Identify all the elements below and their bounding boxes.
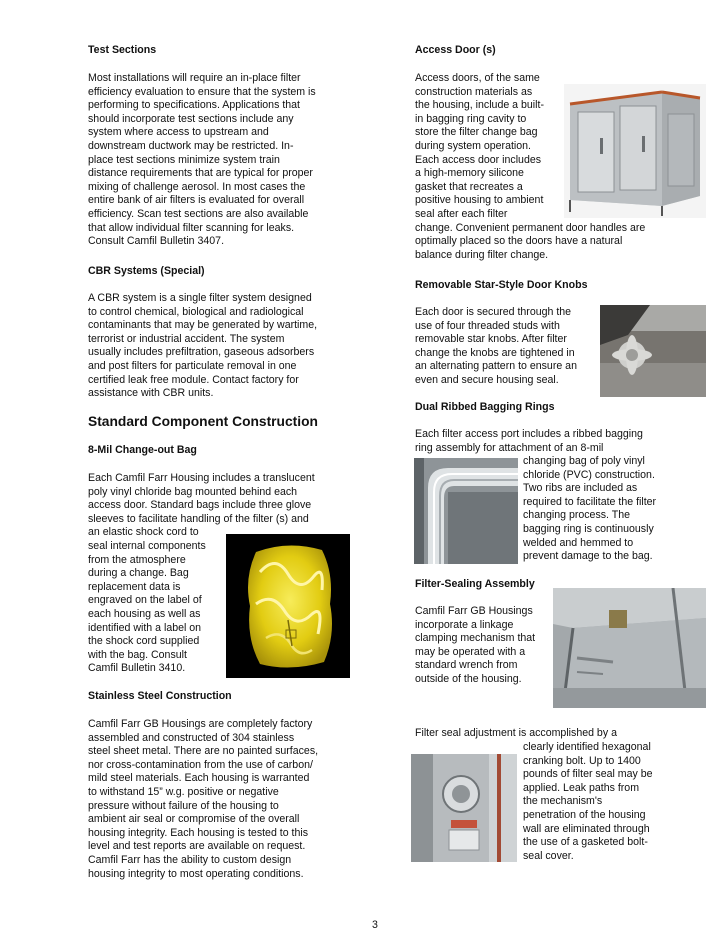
text-line: terrorist or industrial accident. The system <box>88 332 285 345</box>
heading-filter-sealing: Filter-Sealing Assembly <box>415 578 535 590</box>
text-line: standard wrench from <box>415 659 518 672</box>
text-line: the mechanism's <box>523 795 603 808</box>
text-line: identified with a label on <box>88 621 202 634</box>
text-line: Most installations will require an in-place filter <box>88 72 301 84</box>
cranking-bolt-photo <box>411 754 517 862</box>
text-line: bagging ring is continuously <box>523 523 654 535</box>
text-line: the housing, include a built- <box>415 99 544 112</box>
text-line: pressure without failure of the housing to <box>88 799 279 812</box>
text-line: Consult Camfil Bulletin 3407. <box>88 235 225 248</box>
text-line: assembled and constructed of 304 stainless <box>88 731 295 744</box>
text-line: Camfil Bulletin 3410. <box>88 662 186 675</box>
text-line: ring assembly for attachment of an 8-mil <box>415 441 604 454</box>
text-line: welded and hemmed to <box>523 536 634 549</box>
text-line: prevent damage to the bag. <box>523 550 653 563</box>
text-line: seal cover. <box>523 849 574 862</box>
heading-cbr-systems: CBR Systems (Special) <box>88 265 205 277</box>
text-line: and post filters for particulate removal in one <box>88 360 297 372</box>
heading-standard-construction: Standard Component Construction <box>88 414 318 429</box>
text-line: pounds of filter seal may be <box>523 768 653 781</box>
text-line: changing process. The <box>523 509 630 522</box>
text-line: usually includes prefiltration, gaseous adsorbers <box>88 346 315 359</box>
text-line: a high-memory silicone <box>415 167 524 180</box>
text-line: incorporate a linkage <box>415 618 514 631</box>
text-line: clamping mechanism that <box>415 632 536 645</box>
change-out-bag-photo <box>226 534 350 678</box>
text-line: entire bank of air filters is evaluated for overall <box>88 194 305 207</box>
text-line: access door. Standard bags include three glove <box>88 499 312 512</box>
text-line: change the knobs are tightened in <box>415 346 575 359</box>
text-line: efficiency. Scan test sections are also available <box>88 208 309 220</box>
text-line: contaminants that may be generated by wartime, <box>88 319 318 332</box>
text-line: applied. Leak paths from <box>523 781 640 794</box>
text-line: balance during filter change. <box>415 248 549 261</box>
text-line: use of four threaded studs with <box>415 319 560 332</box>
heading-bagging-rings: Dual Ribbed Bagging Rings <box>415 401 555 413</box>
text-line: efficiency evaluation to ensure that the system is <box>88 85 316 98</box>
text-line: in bagging ring cavity to <box>415 112 527 125</box>
text-line: mixing of challenge aerosol. In most cases the <box>88 180 306 193</box>
text-line: steel sheet metal. There are no painted surfaces, <box>88 745 319 758</box>
text-line: Camfil Farr has the ability to custom design <box>88 854 292 866</box>
text-line: wall are eliminated through <box>523 822 650 835</box>
text-line: the use of a gasketed bolt- <box>523 836 648 849</box>
text-line: Each door is secured through the <box>415 306 572 318</box>
text-line: chloride (PVC) construction. <box>523 468 655 481</box>
text-line: change. Convenient permanent door handles are <box>415 221 646 234</box>
text-line: gasket that recreates a <box>415 180 523 193</box>
text-line: Camfil Farr GB Housings <box>415 605 533 617</box>
text-line: A CBR system is a single filter system designed <box>88 292 312 304</box>
text-line: required to facilitate the filter <box>523 495 657 508</box>
text-line: mild steel materials. Each housing is warranted <box>88 772 310 785</box>
text-line: downstream ductwork may be restricted. In- <box>88 140 294 152</box>
text-line: an alternating pattern to ensure an <box>415 360 577 373</box>
text-line: removable star knobs. After filter <box>415 333 567 346</box>
text-line: from the atmosphere <box>88 553 186 566</box>
text-line: to withstand 15” w.g. positive or negative <box>88 786 279 798</box>
text-line: Access doors, of the same <box>415 72 540 84</box>
text-line: Camfil Farr GB Housings are completely factory <box>88 718 313 730</box>
text-line: housing integrity. Each housing is tested to this <box>88 826 309 839</box>
text-line: housing integrity to most operating conditions. <box>88 867 304 880</box>
text-line: with the bag. Consult <box>88 648 187 661</box>
text-line: place test sections minimize system train <box>88 153 280 166</box>
text-line: distance requirements that are typical for proper <box>88 167 313 180</box>
text-line: construction materials as <box>415 85 533 98</box>
text-line: optimally placed so the doors have a natural <box>415 235 623 248</box>
text-line: changing bag of poly vinyl <box>523 455 645 467</box>
text-line: during system operation. <box>415 140 532 152</box>
heading-access-doors: Access Door (s) <box>415 44 496 56</box>
page-number: 3 <box>372 919 378 931</box>
text-line: clearly identified hexagonal <box>523 741 651 753</box>
text-line: each housing as well as <box>88 608 201 620</box>
text-line: outside of the housing. <box>415 673 522 685</box>
text-line: level and test reports are available on request. <box>88 840 306 853</box>
text-line: Each access door includes <box>415 153 542 166</box>
text-line: penetration of the housing <box>523 809 646 821</box>
text-line: replacement data is <box>88 580 181 593</box>
text-line: ambient air seal or compromise of the overall <box>88 813 300 826</box>
text-line: assistance with CBR units. <box>88 387 214 400</box>
heading-star-knobs: Removable Star-Style Door Knobs <box>415 279 588 291</box>
star-knob-photo <box>600 305 706 397</box>
text-line: poly vinyl chloride bag mounted behind each <box>88 485 298 498</box>
text-line: during a change. Bag <box>88 567 189 580</box>
text-line: certified leak free module. Contact factory for <box>88 373 299 386</box>
sealing-mechanism-photo <box>553 588 706 708</box>
text-line: may be operated with a <box>415 645 526 658</box>
text-line: sleeves to facilitate handling of the filter (s) and <box>88 512 309 525</box>
text-line: system where access to upstream and <box>88 126 269 139</box>
bagging-ring-photo <box>414 458 518 564</box>
text-line: Each filter access port includes a ribbed bagging <box>415 428 643 440</box>
heading-change-out-bag: 8-Mil Change-out Bag <box>88 444 197 456</box>
text-line: the shock cord supplied <box>88 635 200 648</box>
housing-access-door-photo <box>564 84 706 218</box>
text-line: engraved on the label of <box>88 594 202 607</box>
text-line: seal after each filter <box>415 208 508 220</box>
text-line: to control chemical, biological and radiological <box>88 305 304 318</box>
text-line: store the filter change bag <box>415 126 538 139</box>
text-line: cranking bolt. Up to 1400 <box>523 754 641 767</box>
heading-stainless-construction: Stainless Steel Construction <box>88 690 232 702</box>
text-line: Two ribs are included as <box>523 482 638 495</box>
text-line: even and secure housing seal. <box>415 374 559 386</box>
heading-test-sections: Test Sections <box>88 44 157 56</box>
seal-adjustment-first-line: Filter seal adjustment is accomplished by a <box>415 727 617 739</box>
text-line: nor cross-contamination from the use of carbon/ <box>88 758 313 771</box>
text-line: an elastic shock cord to <box>88 526 199 539</box>
text-line: positive housing to ambient <box>415 194 544 207</box>
text-line: Each Camfil Farr Housing includes a translucent <box>88 472 315 484</box>
text-line: should incorporate test sections include any <box>88 112 294 125</box>
text-line: performing to specifications. Applications that <box>88 99 300 112</box>
text-line: that allow individual filter scanning for leaks. <box>88 221 295 234</box>
text-line: seal internal components <box>88 540 206 552</box>
